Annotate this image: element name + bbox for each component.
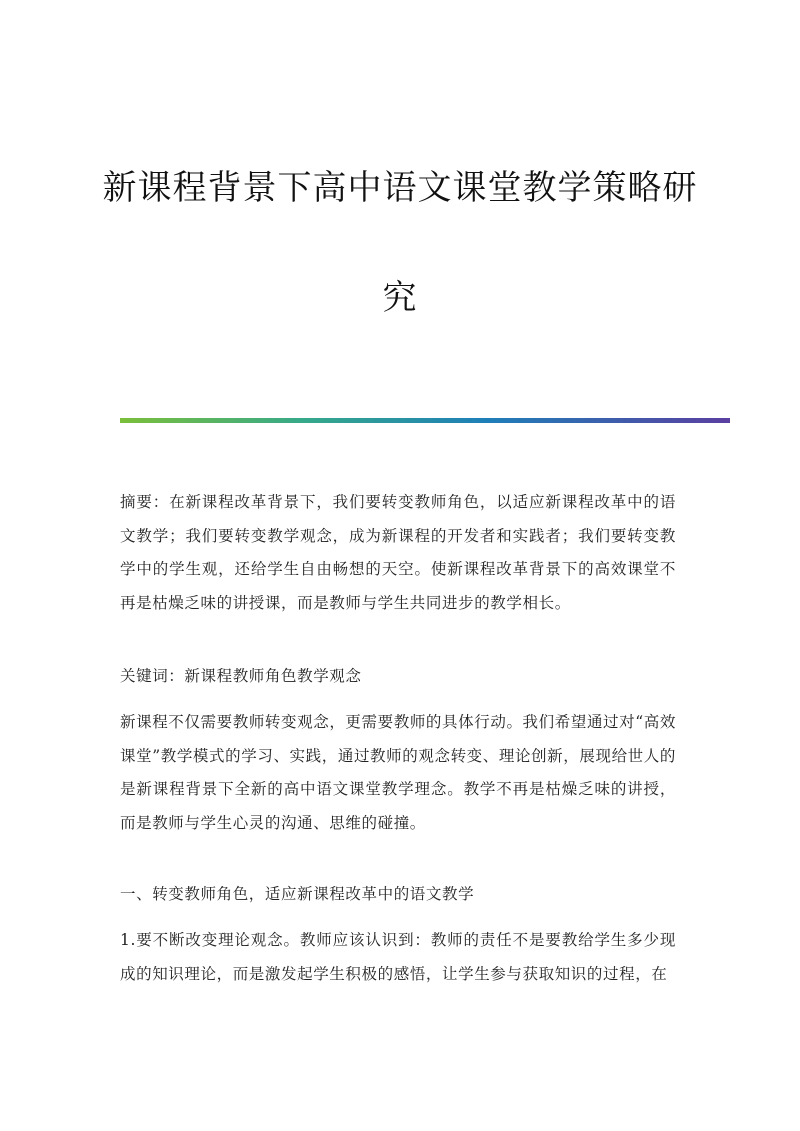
title-divider <box>120 418 730 423</box>
abstract-paragraph: 摘要：在新课程改革背景下，我们要转变教师角色，以适应新课程改革中的语文教学；我们要转变教学观念，成为新课程的开发者和实践者；我们要转变教学中的学生观，还给学生自由畅想的天空。使新课程改革背景下的高效课堂不再是枯燥乏味的讲授课，而是教师与学生共同进步的教学相长。 <box>120 493 676 612</box>
document-title-line-2: 究 <box>382 278 418 318</box>
document-title-line-1: 新课程背景下高中语文课堂教学策略研 <box>102 168 698 208</box>
intro-paragraph: 新课程不仅需要教师转变观念，更需要教师的具体行动。我们希望通过对“高效课堂”教学模式的学习、实践，通过教师的观念转变、理论创新，展现给世人的是新课程背景下全新的高中语文课堂教学理念。教学不再是枯燥乏味的讲授，而是教师与学生心灵的沟通、思维的碰撞。 <box>120 713 676 832</box>
section-heading-1: 一、转变教师角色，适应新课程改革中的语文教学 <box>120 885 475 903</box>
point-1-paragraph: 1.要不断改变理论观念。教师应该认识到：教师的责任不是要教给学生多少现成的知识理论，而是激发起学生积极的感悟，让学生参与获取知识的过程，在 <box>120 931 676 983</box>
keywords-line: 关键词：新课程教师角色教学观念 <box>120 667 362 685</box>
